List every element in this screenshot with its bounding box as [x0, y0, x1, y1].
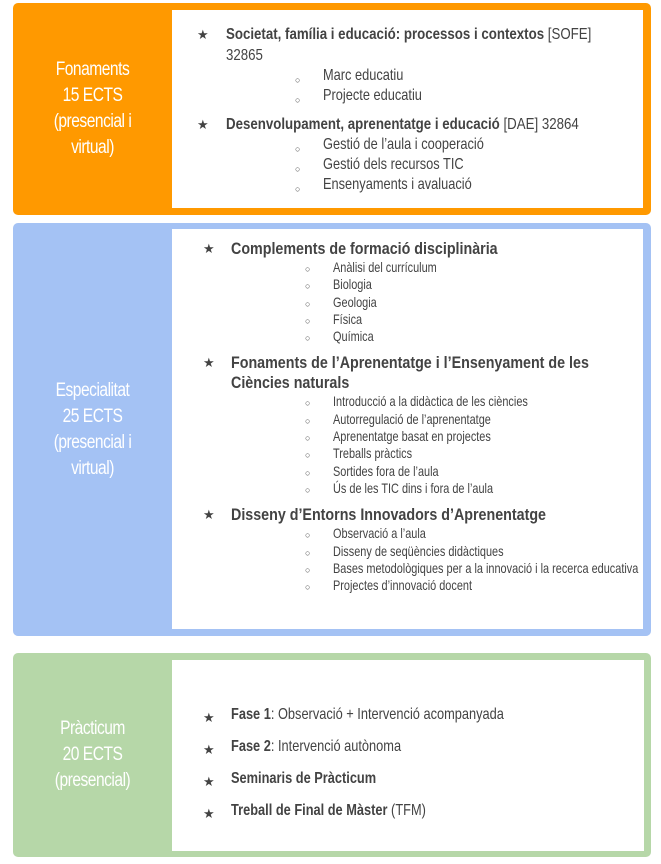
star-icon: ★ — [203, 241, 215, 256]
subitem-text: Projecte educatiu — [323, 87, 422, 104]
subitem-text: Gestió de l’aula i cooperació — [323, 136, 484, 153]
circle-icon: ○ — [305, 333, 311, 344]
circle-icon: ○ — [305, 415, 311, 426]
subitem-text: Treballs pràctics — [333, 445, 413, 462]
course-detail: : Observació + Intervenció acompanyada — [270, 706, 504, 723]
course-item — [172, 705, 644, 737]
subitem — [231, 393, 643, 410]
subitem — [231, 463, 643, 480]
label-line: (presencial) — [54, 770, 131, 791]
label-line: (presencial i — [53, 431, 132, 453]
subitem — [231, 259, 643, 276]
label-line: virtual) — [71, 457, 114, 479]
subitem-text: Química — [333, 328, 374, 345]
course-title: Disseny d’Entorns Innovadors d’Aprenentatge — [231, 505, 547, 525]
subitem-text: Sortides fora de l’aula — [333, 462, 439, 479]
circle-icon: ○ — [305, 467, 311, 478]
content-panel — [172, 229, 643, 629]
course-item — [172, 353, 643, 497]
circle-icon: ○ — [305, 450, 311, 461]
subitem — [231, 445, 643, 462]
course-list — [172, 24, 643, 203]
subitem-text: Bases metodològiques per a la innovació i la recerca educativa — [333, 559, 639, 576]
label-line: Especialitat — [55, 379, 130, 401]
subitem-text: Introducció a la didàctica de les ciències — [333, 393, 528, 410]
circle-icon: ○ — [305, 564, 311, 575]
label-line: Fonaments — [55, 59, 130, 80]
course-title: Treball de Final de Màster — [231, 802, 388, 819]
label-line: 25 ECTS — [62, 405, 123, 427]
course-item — [172, 239, 643, 345]
course-title: Societat, família i educació: processos i contextos — [226, 26, 545, 43]
block-label — [27, 3, 157, 215]
subitem-text: Ús de les TIC dins i fora de l’aula — [333, 479, 494, 496]
subitem — [226, 66, 643, 86]
subitem-text: Física — [333, 310, 363, 327]
subitem — [231, 525, 643, 542]
label-line: Pràcticum — [60, 718, 125, 739]
circle-icon: ○ — [305, 484, 311, 495]
circle-icon: ○ — [305, 315, 311, 326]
subitem-text: Gestió dels recursos TIC — [323, 156, 464, 173]
subitem — [231, 560, 643, 577]
star-icon: ★ — [197, 117, 209, 132]
subitem — [231, 428, 643, 445]
course-list — [172, 705, 644, 833]
subitem — [226, 135, 643, 155]
star-icon: ★ — [203, 355, 215, 371]
block-label — [27, 223, 157, 636]
subitem-text: Marc educatiu — [323, 67, 404, 84]
course-item — [172, 114, 643, 195]
subitem — [231, 294, 643, 311]
label-line: 15 ECTS — [62, 85, 123, 106]
subitem-text: Disseny de seqüències didàctiques — [333, 542, 504, 559]
course-item — [172, 769, 644, 801]
subitem — [231, 411, 643, 428]
content-panel — [172, 10, 643, 208]
course-item — [172, 505, 643, 594]
subitem — [231, 276, 643, 293]
subitem-text: Projectes d’innovació docent — [333, 577, 473, 594]
subitem — [226, 175, 643, 195]
circle-icon: ○ — [295, 75, 301, 85]
subitem-text: Autorregulació de l’aprenentatge — [333, 410, 491, 427]
label-line: 20 ECTS — [62, 744, 123, 765]
course-detail: : Intervenció autònoma — [270, 738, 402, 755]
subitem — [231, 577, 643, 594]
label-line: (presencial i — [53, 111, 132, 132]
subitem — [231, 543, 643, 560]
circle-icon: ○ — [305, 582, 311, 593]
subitem-text: Biologia — [333, 276, 372, 293]
block-label — [27, 653, 157, 857]
subitem — [231, 311, 643, 328]
block-fonaments — [13, 3, 651, 215]
block-practicum — [13, 653, 651, 857]
subitem-text: Ensenyaments i avaluació — [323, 176, 472, 193]
course-title: Desenvolupament, aprenentatge i educació — [226, 116, 500, 133]
circle-icon: ○ — [305, 281, 311, 292]
content-panel — [172, 660, 644, 851]
star-icon: ★ — [203, 507, 215, 523]
circle-icon: ○ — [305, 530, 311, 541]
star-icon: ★ — [203, 742, 215, 757]
course-title: Seminaris de Pràcticum — [231, 770, 377, 787]
star-icon: ★ — [203, 806, 215, 821]
circle-icon: ○ — [305, 298, 311, 309]
subitem — [226, 86, 643, 106]
circle-icon: ○ — [295, 144, 301, 154]
label-line: virtual) — [71, 137, 114, 158]
subitem — [231, 328, 643, 345]
course-detail: (TFM) — [387, 802, 426, 819]
subitem-text: Anàlisi del currículum — [333, 259, 437, 275]
course-item — [172, 24, 643, 106]
star-icon: ★ — [203, 710, 215, 725]
block-especialitat — [13, 223, 651, 636]
course-code: [DAE] 32864 — [499, 116, 579, 133]
course-item — [172, 801, 644, 833]
circle-icon: ○ — [305, 547, 311, 558]
circle-icon: ○ — [295, 184, 301, 194]
circle-icon: ○ — [295, 164, 301, 174]
circle-icon: ○ — [295, 95, 301, 105]
course-title: Fase 2 — [231, 738, 271, 755]
subitem-text: Geologia — [333, 293, 377, 310]
subitem-text: Observació a l’aula — [333, 525, 426, 542]
course-title: Complements de formació disciplinària — [231, 239, 498, 258]
course-list — [172, 239, 643, 602]
star-icon: ★ — [197, 27, 209, 42]
course-title: Fase 1 — [231, 706, 271, 723]
circle-icon: ○ — [305, 398, 311, 409]
circle-icon: ○ — [305, 264, 311, 274]
star-icon: ★ — [203, 774, 215, 789]
subitem-text: Aprenentatge basat en projectes — [333, 428, 491, 445]
course-item — [172, 737, 644, 769]
subitem — [226, 155, 643, 175]
course-title: Fonaments de l’Aprenentatge i l’Ensenyament de les Ciències naturals — [231, 353, 589, 393]
course-code: [SOFE] 32865 — [226, 26, 592, 64]
circle-icon: ○ — [305, 433, 311, 444]
subitem — [231, 480, 643, 497]
